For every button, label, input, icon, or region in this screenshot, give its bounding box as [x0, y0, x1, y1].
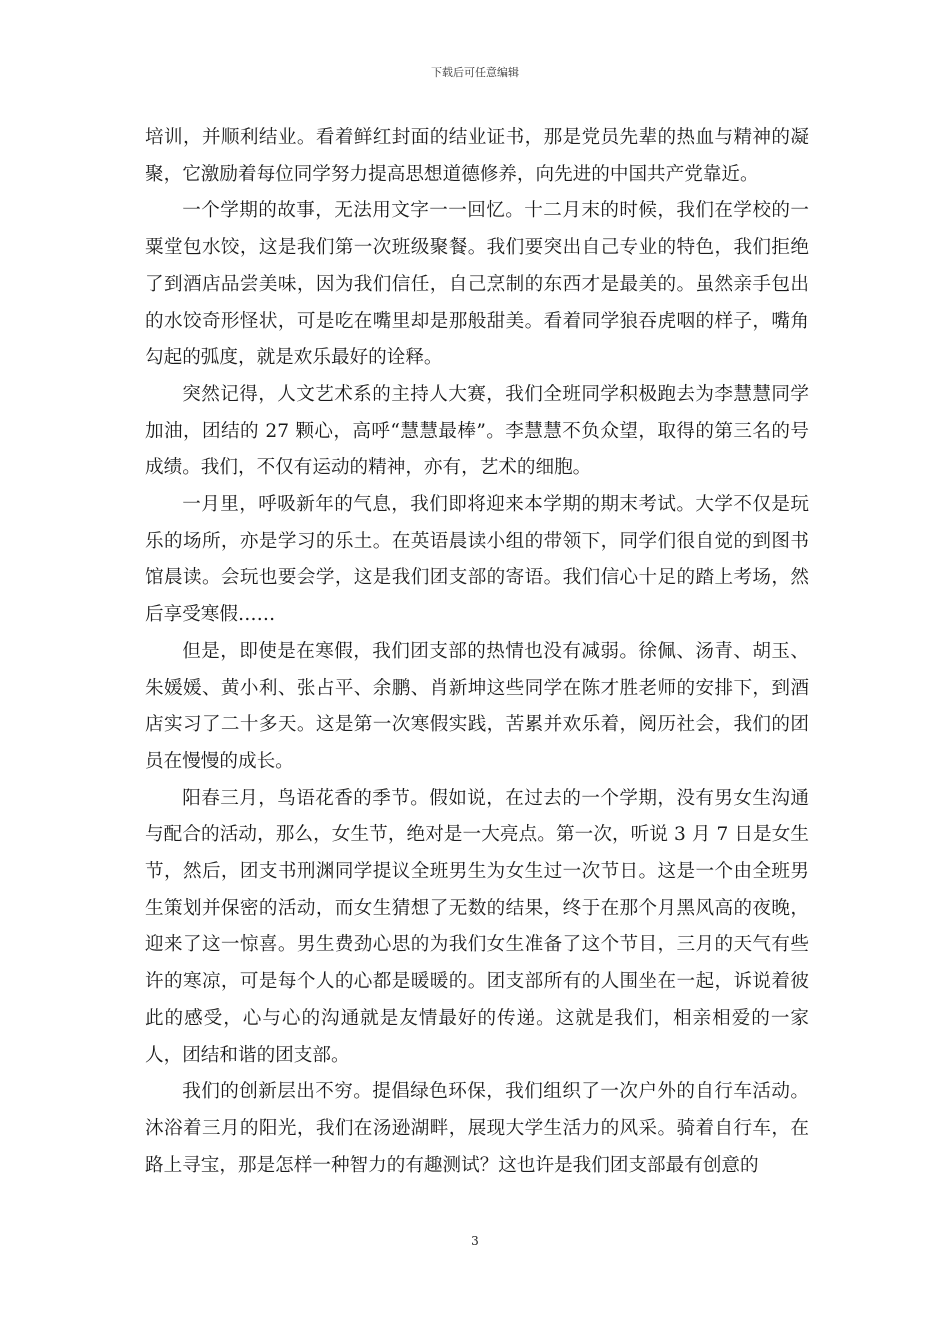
paragraph: 阳春三月，鸟语花香的季节。假如说，在过去的一个学期，没有男女生沟通与配合的活动，那么，女生节，绝对是一大亮点。第一次，听说 3 月 7 日是女生节，然后，团支书刑渊同学提议全班男生为女生过一次节日。这是一个由全班男生策划并保密的活动，而女生猜想了无数的结果，终于在那个月黑风高的夜晚，迎来了这一惊喜。男生费劲心思的为我们女生准备了这个节目，三月的天气有些许的寒凉，可是每个人的心都是暖暖的。团支部所有的人围坐在一起，诉说着彼此的感受，心与心的沟通就是友情最好的传递。这就是我们，相亲相爱的一家人，团结和谐的团支部。 [145, 787, 809, 1066]
paragraph: 培训，并顺利结业。看着鲜红封面的结业证书，那是党员先辈的热血与精神的凝聚，它激励着每位同学努力提高思想道德修养，向先进的中国共产党靠近。 [145, 127, 809, 185]
page-header: 下载后可任意编辑 [431, 66, 519, 79]
page-number: 3 [471, 1234, 479, 1248]
paragraph: 一个学期的故事，无法用文字一一回忆。十二月末的时候，我们在学校的一粟堂包水饺，这是我们第一次班级聚餐。我们要突出自己专业的特色，我们拒绝了到酒店品尝美味，因为我们信任，自己烹制的东西才是最美的。虽然亲手包出的水饺奇形怪状，可是吃在嘴里却是那般甜美。看着同学狼吞虎咽的样子，嘴角勾起的弧度，就是欢乐最好的诠释。 [145, 200, 809, 369]
paragraph: 我们的创新层出不穷。提倡绿色环保，我们组织了一次户外的自行车活动。沐浴着三月的阳光，我们在汤逊湖畔，展现大学生活力的风采。骑着自行车，在路上寻宝，那是怎样一种智力的有趣测试？这也许是我们团支部最有创意的 [145, 1081, 809, 1176]
paragraph: 但是，即使是在寒假，我们团支部的热情也没有减弱。徐佩、汤青、胡玉、朱媛媛、黄小利、张占平、余鹏、肖新坤这些同学在陈才胜老师的安排下，到酒店实习了二十多天。这是第一次寒假实践，苦累并欢乐着，阅历社会，我们的团员在慢慢的成长。 [145, 640, 809, 772]
paragraph: 一月里，呼吸新年的气息，我们即将迎来本学期的期末考试。大学不仅是玩乐的场所，亦是学习的乐土。在英语晨读小组的带领下，同学们很自觉的到图书馆晨读。会玩也要会学，这是我们团支部的寄语。我们信心十足的踏上考场，然后享受寒假…… [145, 494, 809, 626]
paragraph: 突然记得，人文艺术系的主持人大赛，我们全班同学积极跑去为李慧慧同学加油，团结的 27 颗心，高呼“慧慧最棒”。李慧慧不负众望，取得的第三名的号成绩。我们，不仅有运动的精神，亦有，艺术的细胞。 [145, 383, 809, 479]
document-body [145, 120, 809, 1184]
